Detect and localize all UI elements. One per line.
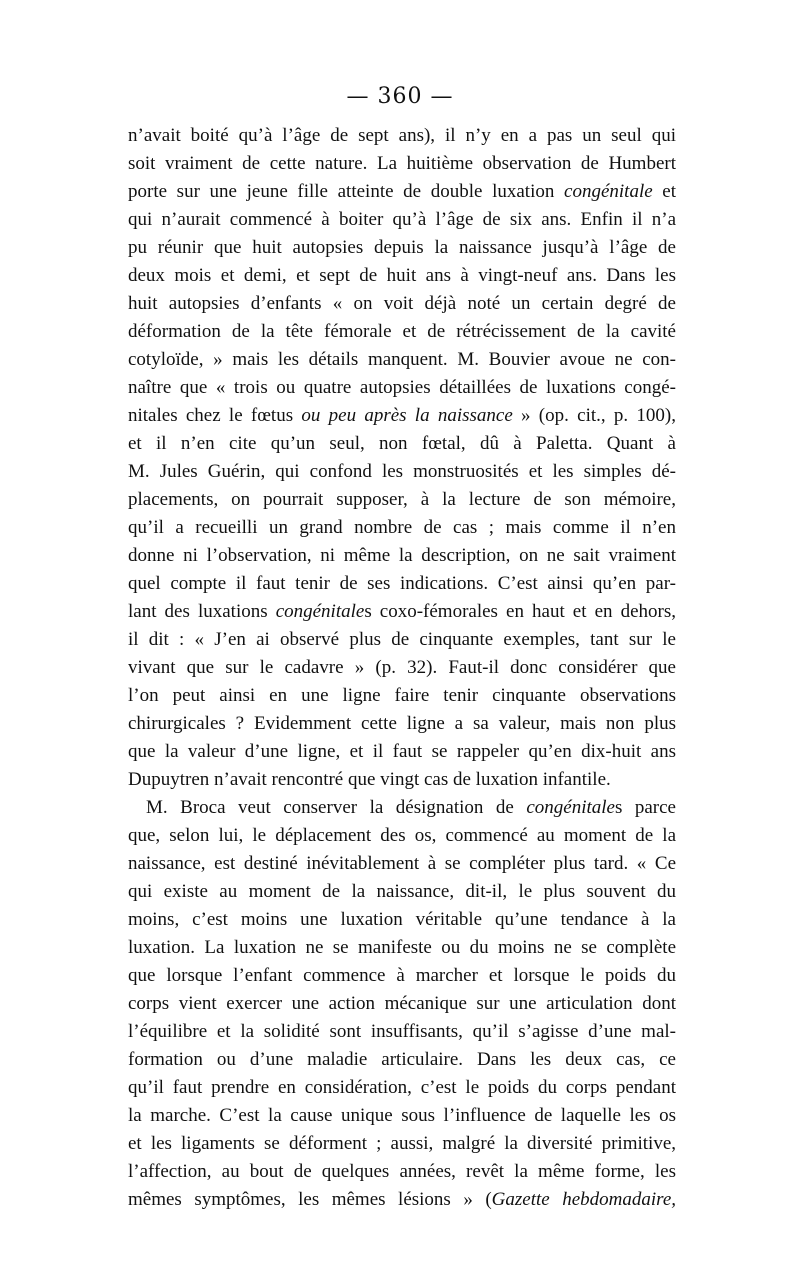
text-line: soit vraiment de cette nature. La huitième observation de Humbert bbox=[128, 153, 676, 174]
body-text bbox=[128, 122, 676, 1214]
text-line: lant des luxations congénitales coxo-fémorales en haut et en dehors, bbox=[128, 601, 676, 622]
paragraph-start-line: M. Broca veut conserver la désignation de congénitales parce bbox=[146, 797, 676, 818]
text-line: chirurgicales ? Evidemment cette ligne a sa valeur, mais non plus bbox=[128, 713, 676, 734]
text-line: luxation. La luxation ne se manifeste ou du moins ne se complète bbox=[128, 937, 676, 958]
text-line: nitales chez le fœtus ou peu après la naissance » (op. cit., p. 100), bbox=[128, 405, 676, 426]
text-line: l’équilibre et la solidité sont insuffisants, qu’il s’agisse d’une mal- bbox=[128, 1021, 676, 1042]
text-line: que, selon lui, le déplacement des os, commencé au moment de la bbox=[128, 825, 676, 846]
text-line: corps vient exercer une action mécanique sur une articulation dont bbox=[128, 993, 676, 1014]
text-line: pu réunir que huit autopsies depuis la naissance jusqu’à l’âge de bbox=[128, 237, 676, 258]
page-number: — 360 — bbox=[346, 84, 454, 109]
text-line: l’on peut ainsi en une ligne faire tenir cinquante observations bbox=[128, 685, 676, 706]
text-line: n’avait boité qu’à l’âge de sept ans), il n’y en a pas un seul qui bbox=[128, 125, 676, 146]
text-line: que la valeur d’une ligne, et il faut se rappeler qu’en dix-huit ans bbox=[128, 741, 676, 762]
text-line: donne ni l’observation, ni même la description, on ne sait vraiment bbox=[128, 545, 676, 566]
text-line: vivant que sur le cadavre » (p. 32). Faut-il donc considérer que bbox=[128, 657, 676, 678]
text-line: la marche. C’est la cause unique sous l’influence de laquelle les os bbox=[128, 1105, 676, 1126]
text-line: quel compte il faut tenir de ses indications. C’est ainsi qu’en par- bbox=[128, 573, 676, 594]
text-line: cotyloïde, » mais les détails manquent. M. Bouvier avoue ne con- bbox=[128, 349, 676, 370]
text-line: déformation de la tête fémorale et de rétrécissement de la cavité bbox=[128, 321, 676, 342]
text-line: qui n’aurait commencé à boiter qu’à l’âge de six ans. Enfin il n’a bbox=[128, 209, 676, 230]
text-line: qu’il faut prendre en considération, c’est le poids du corps pendant bbox=[128, 1077, 676, 1098]
text-line: qu’il a recueilli un grand nombre de cas ; mais comme il n’en bbox=[128, 517, 676, 538]
text-line: huit autopsies d’enfants « on voit déjà noté un certain degré de bbox=[128, 293, 676, 314]
text-line: formation ou d’une maladie articulaire. Dans les deux cas, ce bbox=[128, 1049, 676, 1070]
text-line: mêmes symptômes, les mêmes lésions » (Gazette hebdomadaire, bbox=[128, 1189, 676, 1210]
text-line: porte sur une jeune fille atteinte de double luxation congénitale et bbox=[128, 181, 677, 202]
text-line: et il n’en cite qu’un seul, non fœtal, dû à Paletta. Quant à bbox=[128, 433, 676, 454]
text-line: et les ligaments se déforment ; aussi, malgré la diversité primitive, bbox=[128, 1133, 676, 1154]
paragraph-end-line: Dupuytren n’avait rencontré que vingt cas de luxation infantile. bbox=[128, 769, 611, 790]
text-line: qui existe au moment de la naissance, dit-il, le plus souvent du bbox=[128, 881, 676, 902]
text-line: placements, on pourrait supposer, à la lecture de son mémoire, bbox=[128, 489, 676, 510]
text-line: naître que « trois ou quatre autopsies détaillées de luxations congé- bbox=[128, 377, 676, 398]
text-line: moins, c’est moins une luxation véritable qu’une tendance à la bbox=[128, 909, 676, 930]
text-line: deux mois et demi, et sept de huit ans à vingt-neuf ans. Dans les bbox=[128, 265, 676, 286]
text-line: l’affection, au bout de quelques années, revêt la même forme, les bbox=[128, 1161, 676, 1182]
text-line: naissance, est destiné inévitablement à se compléter plus tard. « Ce bbox=[128, 853, 676, 874]
text-line: M. Jules Guérin, qui confond les monstruosités et les simples dé- bbox=[128, 461, 676, 482]
text-line: il dit : « J’en ai observé plus de cinquante exemples, tant sur le bbox=[128, 629, 676, 650]
text-line: que lorsque l’enfant commence à marcher et lorsque le poids du bbox=[128, 965, 676, 986]
